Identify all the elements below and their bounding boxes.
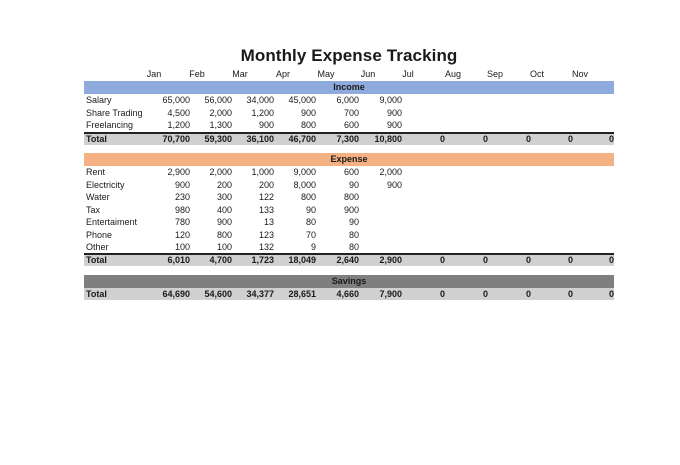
cell-may: 90 <box>348 217 359 227</box>
table-row <box>84 107 614 119</box>
cell-jan: 230 <box>174 192 190 202</box>
month-header-feb: Feb <box>189 69 205 79</box>
cell-jun: 900 <box>386 120 402 130</box>
cell-apr: 800 <box>300 120 316 130</box>
cell-nov: 0 <box>608 134 614 144</box>
cell-feb: 4,700 <box>209 255 232 265</box>
row-label: Phone <box>86 229 113 240</box>
sheet-title: Monthly Expense Tracking <box>240 46 458 65</box>
cell-jan: 980 <box>174 204 190 215</box>
table-row <box>84 204 614 216</box>
row-label: Other <box>86 242 109 252</box>
month-header-jul: Jul <box>402 69 414 79</box>
cell-aug: 0 <box>482 134 488 144</box>
table-row <box>84 166 614 178</box>
cell-nov: 0 <box>608 289 614 299</box>
income-section-header: Income <box>84 81 614 94</box>
cell-feb: 1,300 <box>209 120 232 130</box>
month-header-mar: Mar <box>232 69 248 79</box>
cell-feb: 200 <box>216 179 232 190</box>
row-label: Share Trading <box>86 107 143 118</box>
cell-feb: 800 <box>216 229 232 240</box>
month-header-aug: Aug <box>444 69 461 79</box>
cell-apr: 9,000 <box>293 167 316 177</box>
month-header-sep: Sep <box>486 69 503 79</box>
row-label: Freelancing <box>86 120 134 130</box>
cell-may: 6,000 <box>336 95 359 105</box>
cell-mar: 200 <box>258 179 274 190</box>
cell-apr: 90 <box>305 204 316 215</box>
expense-section-header: Expense <box>84 153 614 166</box>
cell-apr: 18,049 <box>288 255 316 265</box>
cell-jun: 9,000 <box>379 95 402 105</box>
cell-jun: 900 <box>386 179 402 190</box>
cell-mar: 34,000 <box>246 95 274 105</box>
cell-feb: 900 <box>216 217 232 227</box>
month-header-row <box>84 68 614 80</box>
cell-aug: 0 <box>482 289 488 299</box>
table-row <box>84 191 614 203</box>
cell-oct: 0 <box>567 255 573 265</box>
cell-apr: 80 <box>305 217 316 227</box>
cell-jan: 70,700 <box>162 134 190 144</box>
table-row <box>84 216 614 228</box>
cell-jul: 0 <box>439 134 445 144</box>
cell-may: 4,660 <box>336 289 359 299</box>
cell-mar: 13 <box>263 217 274 227</box>
month-header-jun: Jun <box>360 69 376 79</box>
cell-may: 900 <box>343 204 359 215</box>
cell-may: 2,640 <box>336 255 359 265</box>
cell-jan: 65,000 <box>162 95 190 105</box>
savings-section-header: Savings <box>84 275 614 288</box>
cell-mar: 36,100 <box>246 134 274 144</box>
row-label: Total <box>86 255 107 265</box>
cell-mar: 132 <box>258 242 274 252</box>
row-label: Tax <box>86 204 101 215</box>
cell-apr: 9 <box>310 242 316 252</box>
cell-apr: 46,700 <box>288 134 316 144</box>
cell-oct: 0 <box>567 134 573 144</box>
cell-mar: 122 <box>258 192 274 202</box>
cell-jan: 64,690 <box>162 289 190 299</box>
cell-apr: 28,651 <box>288 289 316 299</box>
cell-apr: 8,000 <box>293 179 316 190</box>
cell-mar: 133 <box>258 204 274 215</box>
cell-may: 600 <box>343 167 359 177</box>
cell-jul: 0 <box>439 289 445 299</box>
cell-may: 700 <box>343 107 359 118</box>
cell-sep: 0 <box>525 134 531 144</box>
row-label: Total <box>86 134 107 144</box>
cell-aug: 0 <box>482 255 488 265</box>
table-row <box>84 119 614 131</box>
cell-may: 600 <box>343 120 359 130</box>
cell-feb: 2,000 <box>209 107 232 118</box>
month-header-jan: Jan <box>146 69 162 79</box>
cell-jul: 0 <box>439 255 445 265</box>
cell-may: 80 <box>348 242 359 252</box>
cell-nov: 0 <box>608 255 614 265</box>
cell-jun: 10,800 <box>374 134 402 144</box>
row-label: Total <box>86 289 107 299</box>
cell-mar: 900 <box>258 120 274 130</box>
cell-jan: 780 <box>174 217 190 227</box>
cell-may: 90 <box>348 179 359 190</box>
cell-sep: 0 <box>525 289 531 299</box>
cell-jan: 100 <box>174 242 190 252</box>
row-label: Salary <box>86 95 112 105</box>
cell-jun: 900 <box>386 107 402 118</box>
cell-oct: 0 <box>567 289 573 299</box>
cell-mar: 123 <box>258 229 274 240</box>
month-header-apr: Apr <box>275 69 290 79</box>
cell-feb: 100 <box>216 242 232 252</box>
cell-feb: 400 <box>216 204 232 215</box>
cell-feb: 2,000 <box>209 167 232 177</box>
cell-jan: 2,900 <box>167 167 190 177</box>
cell-apr: 70 <box>305 229 316 240</box>
cell-mar: 1,723 <box>251 255 274 265</box>
cell-may: 7,300 <box>336 134 359 144</box>
month-header-nov: Nov <box>571 69 588 79</box>
cell-jan: 4,500 <box>167 107 190 118</box>
cell-apr: 800 <box>300 192 316 202</box>
savings-total-row <box>84 288 614 300</box>
cell-may: 80 <box>348 229 359 240</box>
cell-apr: 45,000 <box>288 95 316 105</box>
expense-total-row <box>84 253 614 266</box>
cell-apr: 900 <box>300 107 316 118</box>
row-label: Electricity <box>86 179 125 190</box>
cell-jun: 2,900 <box>379 255 402 265</box>
cell-jun: 7,900 <box>379 289 402 299</box>
table-row <box>84 94 614 106</box>
table-row <box>84 229 614 241</box>
cell-sep: 0 <box>525 255 531 265</box>
cell-mar: 1,200 <box>251 107 274 118</box>
cell-may: 800 <box>343 192 359 202</box>
cell-feb: 54,600 <box>204 289 232 299</box>
cell-feb: 56,000 <box>204 95 232 105</box>
row-label: Water <box>86 192 110 202</box>
cell-jan: 900 <box>174 179 190 190</box>
row-label: Entertaiment <box>86 217 138 227</box>
table-row <box>84 241 614 253</box>
cell-mar: 34,377 <box>246 289 274 299</box>
income-total-row <box>84 132 614 145</box>
cell-jan: 1,200 <box>167 120 190 130</box>
cell-mar: 1,000 <box>251 167 274 177</box>
cell-feb: 59,300 <box>204 134 232 144</box>
row-label: Rent <box>86 167 106 177</box>
month-header-oct: Oct <box>529 69 544 79</box>
cell-jan: 6,010 <box>167 255 190 265</box>
month-header-may: May <box>317 69 335 79</box>
cell-jan: 120 <box>174 229 190 240</box>
cell-jun: 2,000 <box>379 167 402 177</box>
table-row <box>84 179 614 191</box>
cell-feb: 300 <box>216 192 232 202</box>
